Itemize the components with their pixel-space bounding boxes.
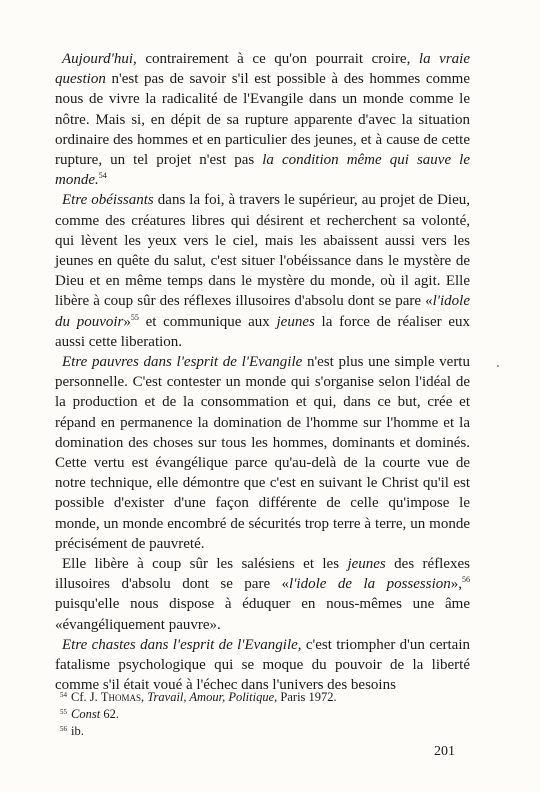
text-run: Paris 1972.: [277, 690, 337, 704]
italic-run: l'idole de la possession: [289, 576, 451, 593]
footnote: [60, 689, 460, 706]
page-number: 201: [434, 744, 455, 759]
italic-run: Etre chastes dans l'esprit de l'Evangile,: [62, 636, 302, 653]
margin-speck: [497, 365, 499, 367]
paragraph: [55, 352, 470, 554]
italic-run: la condition même qui sauve le monde.: [55, 152, 470, 189]
text-run: ,: [141, 690, 148, 704]
paragraph: [55, 635, 470, 696]
paragraph: [55, 49, 470, 190]
italic-run: jeunes: [347, 556, 386, 573]
italic-run: Travail, Amour, Politique,: [147, 690, 278, 704]
text-run: puisqu'elle nous dispose à éduquer en nous-mêmes une âme «évangéliquement pauvre».: [55, 596, 470, 633]
footnote-marker: 56: [462, 575, 470, 585]
text-run: ib.: [71, 724, 84, 738]
italic-run: Aujourd'hui,: [62, 51, 137, 67]
footnote: [60, 706, 460, 723]
smallcaps-run: Thomas: [100, 690, 142, 704]
text-run: 62.: [100, 707, 119, 721]
italic-run: jeunes: [276, 313, 315, 330]
text-run: Cf. J.: [71, 690, 101, 704]
text-run: n'est pas de savoir s'il est possible à des hommes comme nous de vivre la radicalité de l'Evangile dans un monde comme le nôtre. Mais si, en dépit de sa rupture apparente d'avec la situation ordinaire des hommes et en particulier des jeunes, et à cause de cette rupture, un tel projet n'est pas: [55, 71, 470, 169]
footnote-marker: 54: [98, 171, 107, 181]
italic-run: Const: [71, 707, 101, 721]
paragraph: [55, 554, 470, 635]
footnote-marker: 55: [60, 708, 67, 716]
text-run: des réflexes illusoires d'absolu dont se pare «: [55, 556, 471, 593]
page-body: [55, 49, 470, 696]
footnotes: [60, 689, 460, 740]
text-run: dans la foi, à travers le supérieur, au projet de Dieu, comme des créatures libres qui désirent et recherchent sa volonté, qui lèvent les yeux vers le ciel, mais les abaissent aussi vers les jeunes en quête du salut, c'est situer l'obéissance dans le mystère de Dieu et en même temps dans le mystère du monde, où il agit. Elle libère à coup sûr des réflexes illusoires d'absolu dont se pare «: [55, 192, 470, 310]
text-run: »: [123, 313, 131, 330]
footnote-marker: 54: [60, 691, 67, 699]
italic-run: Etre obéissants: [62, 192, 154, 209]
footnote-marker: 56: [60, 725, 67, 733]
text-run: n'est plus une simple vertu personnelle. C'est contester un monde qui s'organise selon l'idéal de la production et de la consommation et qui, dans ce but, crée et répand en permanence la domination de l'homme sur l'homme et la domination des choses sur tous les hommes, dominants et dominés. Cette vertu est évangélique parce qu'au-delà de la courte vue de notre technique, elle démontre que c'est en suivant le Christ qu'il est possible d'exister d'une façon différente de celle qu'impose le monde, un monde encombré de sécurités trop terre à terre, un monde précisément de pauvreté.: [55, 354, 470, 552]
text-run: la force de réaliser eux aussi cette liberation.: [55, 313, 470, 350]
footnote: [60, 723, 460, 740]
paragraph: [55, 190, 470, 352]
italic-run: l'idole du pouvoir: [55, 293, 470, 330]
footnote-marker: 55: [130, 312, 139, 322]
italic-run: Etre pauvres dans l'esprit de l'Evangile: [62, 354, 303, 371]
text-run: et communique aux: [138, 313, 277, 330]
text-run: c'est triompher d'un certain fatalisme psychologique qui se moque du pouvoir de la liberté comme s'il était voué à l'échec dans l'univers des besoins: [55, 636, 471, 694]
italic-run: la vraie question: [55, 51, 470, 88]
text-run: »,: [450, 576, 462, 593]
text-run: contrairement à ce qu'on pourrait croire,: [136, 51, 419, 67]
text-run: Elle libère à coup sûr les salésiens et les: [62, 556, 348, 573]
